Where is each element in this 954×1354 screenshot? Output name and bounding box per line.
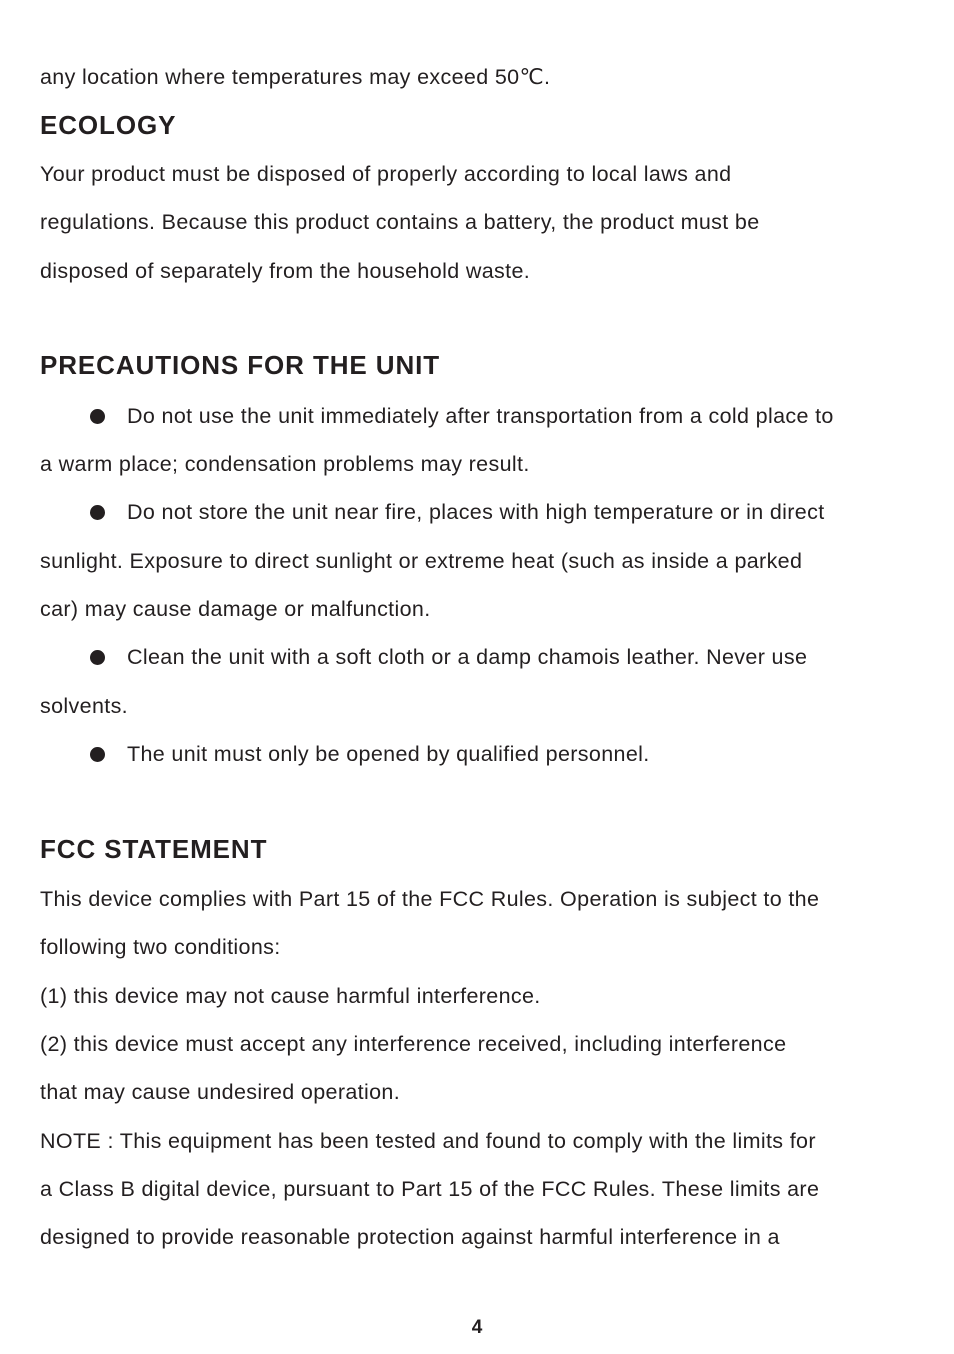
fcc-line: following two conditions: bbox=[40, 935, 281, 959]
precaution-item-4 bbox=[90, 744, 650, 766]
precaution-continuation: sunlight. Exposure to direct sunlight or extreme heat (such as inside a parked bbox=[40, 549, 803, 573]
precaution-continuation: solvents. bbox=[40, 694, 128, 718]
precaution-item-3 bbox=[90, 647, 807, 669]
bullet-icon bbox=[90, 409, 105, 424]
fcc-line: This device complies with Part 15 of the FCC Rules. Operation is subject to the bbox=[40, 887, 820, 911]
intro-text: any location where temperatures may exceed 50℃. bbox=[40, 65, 551, 89]
ecology-line: Your product must be disposed of properly according to local laws and bbox=[40, 162, 732, 186]
fcc-line: a Class B digital device, pursuant to Part 15 of the FCC Rules. These limits are bbox=[40, 1177, 820, 1201]
ecology-line: regulations. Because this product contains a battery, the product must be bbox=[40, 210, 760, 234]
ecology-line: disposed of separately from the household waste. bbox=[40, 259, 531, 283]
bullet-icon bbox=[90, 650, 105, 665]
fcc-line: that may cause undesired operation. bbox=[40, 1080, 401, 1104]
precaution-text: Do not use the unit immediately after transportation from a cold place to bbox=[127, 404, 834, 428]
fcc-heading: FCC STATEMENT bbox=[40, 834, 268, 864]
fcc-line: designed to provide reasonable protection against harmful interference in a bbox=[40, 1225, 780, 1249]
page-number: 4 bbox=[471, 1317, 483, 1338]
bullet-icon bbox=[90, 505, 105, 520]
precaution-item-1 bbox=[90, 406, 834, 428]
precaution-text: Do not store the unit near fire, places with high temperature or in direct bbox=[127, 500, 825, 524]
precaution-continuation: car) may cause damage or malfunction. bbox=[40, 597, 431, 621]
precaution-item-2 bbox=[90, 502, 825, 524]
fcc-line: (2) this device must accept any interference received, including interference bbox=[40, 1032, 787, 1056]
precaution-text: Clean the unit with a soft cloth or a damp chamois leather. Never use bbox=[127, 645, 808, 669]
ecology-heading: ECOLOGY bbox=[40, 110, 177, 140]
bullet-icon bbox=[90, 747, 105, 762]
fcc-line: (1) this device may not cause harmful interference. bbox=[40, 984, 541, 1008]
fcc-line: NOTE : This equipment has been tested and found to comply with the limits for bbox=[40, 1129, 816, 1153]
precaution-text: The unit must only be opened by qualified personnel. bbox=[127, 742, 650, 766]
precaution-continuation: a warm place; condensation problems may result. bbox=[40, 452, 530, 476]
precautions-heading: PRECAUTIONS FOR THE UNIT bbox=[40, 350, 441, 380]
